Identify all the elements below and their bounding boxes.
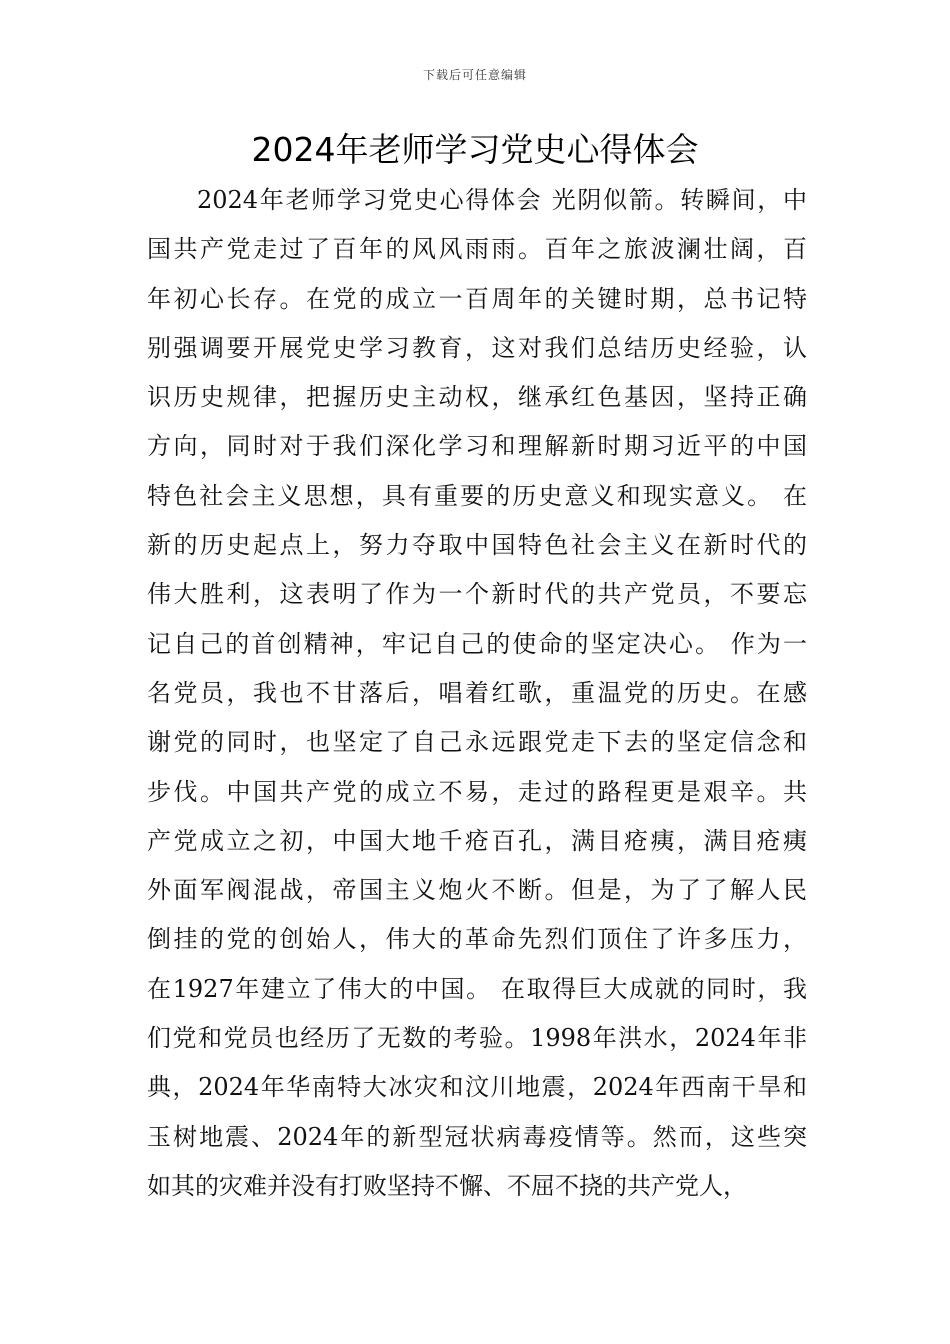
- body-line: 产党成立之初，中国大地千疮百孔，满目疮痍，满目疮痍: [147, 826, 807, 855]
- body-line: 识历史规律，把握历史主动权，继承红色基因，坚持正确: [147, 383, 807, 412]
- body-line: 如其的灾难并没有打败坚持不懈、不屈不挠的共产党人，: [147, 1171, 747, 1200]
- body-line: 方向，同时对于我们深化学习和理解新时期习近平的中国: [147, 432, 807, 461]
- body-line: 们党和党员也经历了无数的考验。1998年洪水，2024年非: [147, 1024, 807, 1053]
- body-line: 2024年老师学习党史心得体会 光阴似箭。转瞬间，中: [197, 186, 807, 214]
- body-line: 年初心长存。在党的成立一百周年的关键时期，总书记特: [147, 284, 807, 313]
- document-title: 2024年老师学习党史心得体会: [251, 130, 699, 169]
- body-line: 记自己的首创精神，牢记自己的使命的坚定决心。 作为一: [147, 629, 807, 658]
- body-line: 别强调要开展党史学习教育，这对我们总结历史经验，认: [147, 333, 807, 362]
- body-line: 名党员，我也不甘落后，唱着红歌，重温党的历史。在感: [147, 678, 807, 707]
- body-line: 玉树地震、2024年的新型冠状病毒疫情等。然而，这些突: [147, 1122, 807, 1151]
- body-line: 步伐。中国共产党的成立不易，走过的路程更是艰辛。共: [147, 777, 807, 806]
- body-text: [147, 176, 807, 1211]
- body-line: 国共产党走过了百年的风风雨雨。百年之旅波澜壮阔，百: [147, 235, 807, 264]
- body-line: 外面军阀混战，帝国主义炮火不断。但是，为了了解人民: [147, 876, 807, 905]
- body-line: 倒挂的党的创始人，伟大的革命先烈们顶住了许多压力，: [147, 925, 807, 954]
- body-line: 伟大胜利，这表明了作为一个新时代的共产党员，不要忘: [147, 580, 807, 609]
- body-line: 在1927年建立了伟大的中国。 在取得巨大成就的同时，我: [147, 974, 807, 1003]
- body-line: 特色社会主义思想，具有重要的历史意义和现实意义。 在: [147, 481, 807, 510]
- body-line: 新的历史起点上，努力夺取中国特色社会主义在新时代的: [147, 531, 807, 560]
- download-note: 下载后可任意编辑: [422, 68, 527, 82]
- body-line: 谢党的同时，也坚定了自己永远跟党走下去的坚定信念和: [147, 728, 807, 757]
- body-line: 典，2024年华南特大冰灾和汶川地震，2024年西南干旱和: [147, 1073, 807, 1102]
